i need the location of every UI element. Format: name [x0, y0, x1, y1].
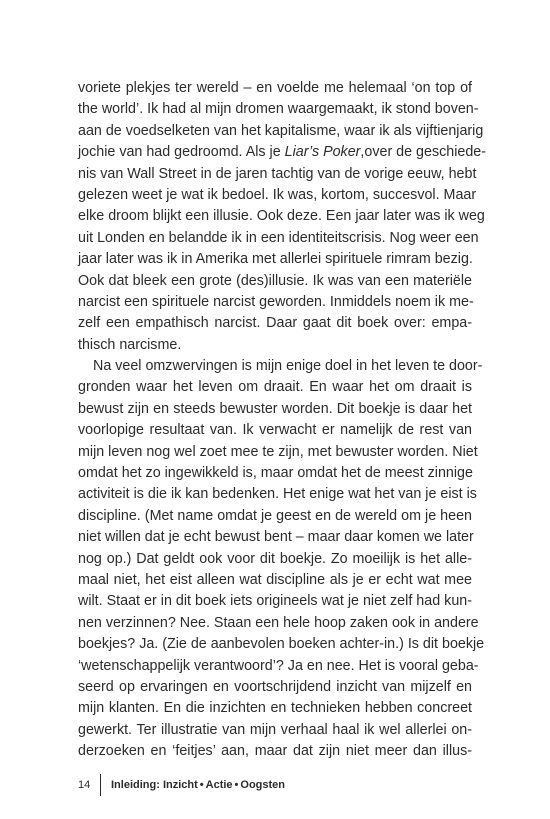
text-line: gelezen weet je wat ik bedoel. Ik was, kortom, succesvol. Maar — [78, 186, 477, 203]
text-segment: jochie van had gedroomd. Als je — [78, 144, 285, 161]
text-line: mijn leven nog wel zoet mee te zijn, met bewuster worden. Niet — [78, 443, 478, 460]
running-head-part: Actie — [205, 779, 233, 791]
text-line: uit Londen en belandde ik in een identiteitscrisis. Nog weer een — [78, 229, 479, 246]
text-line: Na veel omzwervingen is mijn enige doel in het leven te door- — [93, 358, 483, 375]
body-text — [78, 78, 486, 763]
text-line: nis van Wall Street in de jaren tachtig van de vorige eeuw, hebt — [78, 165, 477, 182]
text-line: zelf een empathisch narcist. Daar gaat dit boek over: empa- — [78, 315, 472, 332]
text-line: maal niet, het eist alleen wat discipline als je er echt wat mee — [78, 571, 472, 588]
running-head-part: Inleiding: Inzicht — [111, 779, 198, 791]
running-head — [111, 779, 285, 791]
text-line: niet willen dat je echt bewust bent – maar daar komen we later — [78, 529, 474, 546]
text-line: voriete plekjes ter wereld – en voelde me helemaal ‘on top of — [78, 80, 472, 96]
text-line: narcist een spirituele narcist geworden. Inmiddels noem ik me- — [78, 293, 474, 310]
running-head-part: Oogsten — [240, 779, 286, 791]
text-line: nen verzinnen? Nee. Staan een hele hoop zaken ook in andere — [78, 614, 479, 631]
text-line: Ook dat bleek een grote (des)illusie. Ik was van een materiële — [78, 272, 472, 289]
text-line: gronden waar het leven om draait. En waar het om draait is — [78, 379, 472, 396]
text-line: seerd op ervaringen en voortschrijdend inzicht van mijzelf en — [78, 678, 472, 695]
text-segment: ,over de geschiede- — [360, 144, 486, 161]
text-line: thisch narcisme. — [78, 336, 182, 353]
page-number: 14 — [78, 779, 91, 791]
text-line: elke droom blijkt een illusie. Ook deze. Een jaar later was ik weg — [78, 208, 485, 225]
text-line: nog op.) Dat geldt ook voor dit boekje. Zo moeilijk is het alle- — [78, 550, 472, 567]
text-line — [78, 142, 486, 163]
text-line: the world’. Ik had al mijn dromen waargemaakt, ik stond boven- — [78, 101, 479, 118]
text-line: aan de voedselketen van het kapitalisme, waar ik als vijftienjarig — [78, 122, 484, 139]
text-line: voorlopige resultaat van. Ik verwacht er namelijk de rest van — [78, 422, 472, 439]
text-line: mijn klanten. En die inzichten en technieken hebben concreet — [78, 700, 472, 717]
text-line: boekjes? Ja. (Zie de aanbevolen boeken achter-in.) Is dit boekje — [78, 636, 485, 653]
text-line: ‘wetenschappelijk verantwoord’? Ja en nee. Het is vooral geba- — [78, 657, 479, 674]
footer-divider — [100, 774, 101, 796]
text-line: discipline. (Met name omdat je geest en de wereld om je heen — [78, 507, 472, 524]
bullet-separator: • — [199, 779, 204, 791]
book-title-italic: Liar’s Poker — [284, 144, 361, 161]
text-line: bewust zijn en steeds bewuster worden. Dit boekje is daar het — [78, 400, 472, 417]
page-footer — [78, 774, 285, 796]
text-line: jaar later was ik in Amerika met allerlei spirituele rimram bezig. — [78, 251, 473, 268]
text-line: activiteit is die ik kan bedenken. Het enige wat het van je eist is — [78, 486, 477, 503]
text-line: wilt. Staat er in dit boek iets origineels wat je niet zelf had kun- — [78, 593, 472, 610]
text-line: gewerkt. Ter illustratie van mijn verhaal haal ik wel allerlei on- — [78, 721, 472, 738]
text-line: omdat het zo ingewikkeld is, maar omdat het de meest zinnige — [78, 465, 473, 482]
text-line: derzoeken en ‘feitjes’ aan, maar dat zijn niet meer dan illus- — [78, 743, 472, 760]
bullet-separator: • — [234, 779, 239, 791]
